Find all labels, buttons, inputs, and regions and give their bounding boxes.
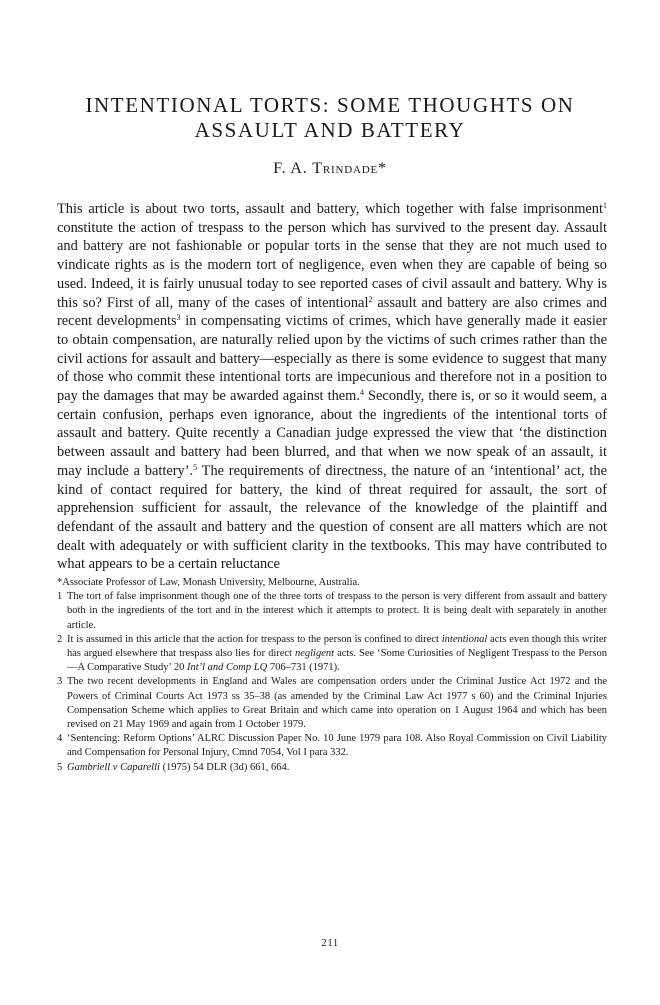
footnote-ref-2: 2 [368,294,373,304]
footnote-case-name: Gambriell v Caparelli [67,761,160,773]
footnote-text: ‘Sentencing: Reform Options’ ALRC Discussion Paper No. 10 June 1979 para 108. Also Royal Commission on Civil Liability and Compensation for Personal Injury, Cmnd 7054, Vol I para 332. [67,733,607,759]
footnote-ref-3: 3 [176,313,181,323]
footnote-1 [57,590,607,633]
footnote-number: 2 [57,633,63,645]
body-text-6: The requirements of directness, the nature of an ‘intentional’ act, the kind of contact required for battery, the kind of threat required for assault, the sort of apprehension sufficient for assault, the relevance of the knowledge of the plaintiff and defendant of the assault and battery and the question of consent are all matters which are not dealt with adequately or with sufficient clarity in the textbooks. This may have contributed to what appears to be a certain reluctance [57,462,607,573]
footnote-text: 706–731 (1971). [267,662,340,674]
title-line-2: ASSAULT AND BATTERY [194,118,466,142]
footnote-italic: negligent [294,648,335,660]
footnote-ref-4: 4 [359,388,364,398]
body-text-3: assault and battery are also crimes and recent developments [57,294,608,330]
footnote-2 [57,633,607,676]
body-text-5: Secondly, there is, or so it would seem, a certain confusion, perhaps even ignorance, about the ingredients of the intentional torts of assault and battery. Quite recently a Canadian judge expressed the view that ‘the distinction between assault and battery had been blurred, and that when we now speak of an assault, it may include a battery’. [57,388,607,479]
footnote-text: acts even though this writer has argued elsewhere that trespass also lies for direct [67,633,607,660]
body-text-1: This article is about two torts, assault and battery, which together with false imprisonment [57,201,603,217]
footnote-text: The tort of false imprisonment though one of the three torts of trespass to the person is very different from assault and battery both in the ingredients of the tort and in the interest which it attempts to protect. It is being dealt with separately in another article. [67,591,607,631]
author-byline [40,160,620,178]
footnote-number: 3 [57,676,63,688]
footnote-ref-5: 5 [193,462,198,472]
author-initials: F. A. [273,160,313,177]
author-footnote-mark: * [377,160,387,177]
footnote-text: It is assumed in this article that the action for trespass to the person is confined to direct [67,633,442,645]
footnote-author: *Associate Professor of Law, Monash University, Melbourne, Australia. [57,577,360,588]
footnote-journal-title: Int’l and Comp LQ [186,662,268,674]
footnote-text: The two recent developments in England and Wales are compensation orders under the Criminal Justice Act 1972 and the Powers of Criminal Courts Act 1973 ss 35–38 (as amended by the Criminal Law Act 1977 s 60) and the Criminal Injuries Compensation Scheme which applies to Great Britain and which came into operation on 1 August 1964 and which has been revised on 21 May 1969 and again from 1 October 1979. [67,676,607,731]
footnotes [57,576,607,775]
footnote-number: 1 [57,591,63,603]
footnote-text: acts. See ‘Some Curiosities of Negligent Trespass to the Person—A Comparative Study’ 20 [67,648,607,674]
body-paragraph [57,200,607,574]
footnote-text: (1975) 54 DLR (3d) 661, 664. [159,761,290,773]
footnote-5 [57,761,607,775]
footnote-italic: intentional [441,633,488,645]
footnote-number: 4 [57,733,63,745]
footnote-4 [57,732,607,760]
footnote-ref-1: 1 [603,201,607,210]
title-line-1: INTENTIONAL TORTS: SOME THOUGHTS ON [85,93,575,117]
footnote-3 [57,675,607,732]
author-surname: Trindade [312,160,378,177]
body-text-2: constitute the action of trespass to the person which has survived to the present day. Assault and battery are not fashionable or popular torts in the sense that they are not much used to vindicate rights as is the modern tort of negligence, even when they are capable of being so used. Indeed, it is fairly unusual today to see reported cases of civil assault and battery. Why is this so? First of all, many of the cases of intentional [57,219,607,311]
article-title [40,93,620,143]
page-number: 211 [321,937,339,949]
body-text-4: in compensating victims of crimes, which have generally made it easier to obtain compensation, are naturally relied upon by the victims of such crimes rather than the civil actions for assault and battery—especially as there is some evidence to suggest that many of those who commit these intentional torts are impecunious and therefore not in a position to pay the damages that may be awarded against them. [57,313,607,405]
footnote-number: 5 [57,761,63,773]
